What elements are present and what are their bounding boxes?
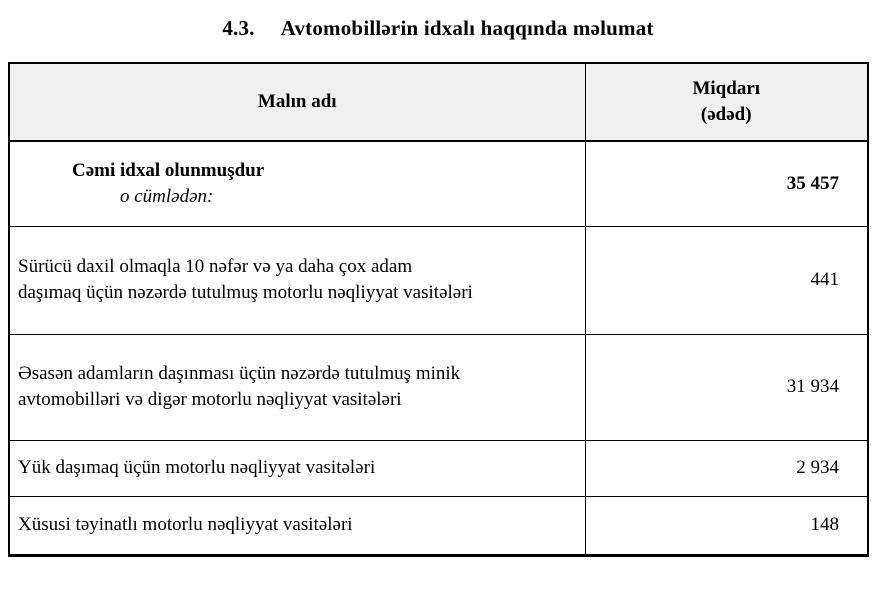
section-title-text: Avtomobillərin idxalı haqqında məlumat [280,16,654,40]
table-row-cars [9,334,868,440]
row-buses-label-line1: Sürücü daxil olmaqla 10 nəfər və ya daha çox adam [18,255,413,277]
row-buses-value: 441 [585,226,868,334]
table-row-trucks [9,440,868,496]
table-row-special [9,496,868,555]
row-special-value: 148 [585,496,868,555]
row-total-label: Cəmi idxal olunmuşdur [72,160,265,182]
header-qty-line2: (ədəd) [700,104,752,125]
row-total-sublabel: o cümlədən: [120,185,214,207]
row-trucks-name-cell [9,440,585,496]
row-cars-label-line2: avtomobilləri və digər motorlu nəqliyyat vasitələri [18,389,402,410]
table-row-total [9,141,868,226]
table-body [9,141,868,555]
header-row [9,63,868,141]
row-buses-name-cell [9,226,585,334]
row-total-name-cell [9,141,585,226]
row-trucks-value: 2 934 [585,440,868,496]
row-cars-value: 31 934 [585,334,868,440]
row-special-name-cell [9,496,585,555]
import-table [8,62,869,557]
header-qty-line1: Miqdarı [692,78,761,100]
table-row-buses [9,226,868,334]
page-title [0,16,876,41]
row-total-value: 35 457 [585,141,868,226]
header-name-label: Malın adı [257,91,337,113]
row-buses-label-line2: daşımaq üçün nəzərdə tutulmuş motorlu nəqliyyat vasitələri [18,282,473,303]
section-number: 4.3. [222,16,255,40]
row-special-label: Xüsusi təyinatlı motorlu nəqliyyat vasitələri [18,513,353,535]
row-cars-label-line1: Əsasən adamların daşınması üçün nəzərdə tutulmuş minik [18,362,461,384]
header-cell-qty [585,63,868,141]
header-cell-name [9,63,585,141]
row-trucks-label: Yük daşımaq üçün motorlu nəqliyyat vasitələri [18,456,376,478]
row-cars-name-cell [9,334,585,440]
table-header [9,63,868,141]
